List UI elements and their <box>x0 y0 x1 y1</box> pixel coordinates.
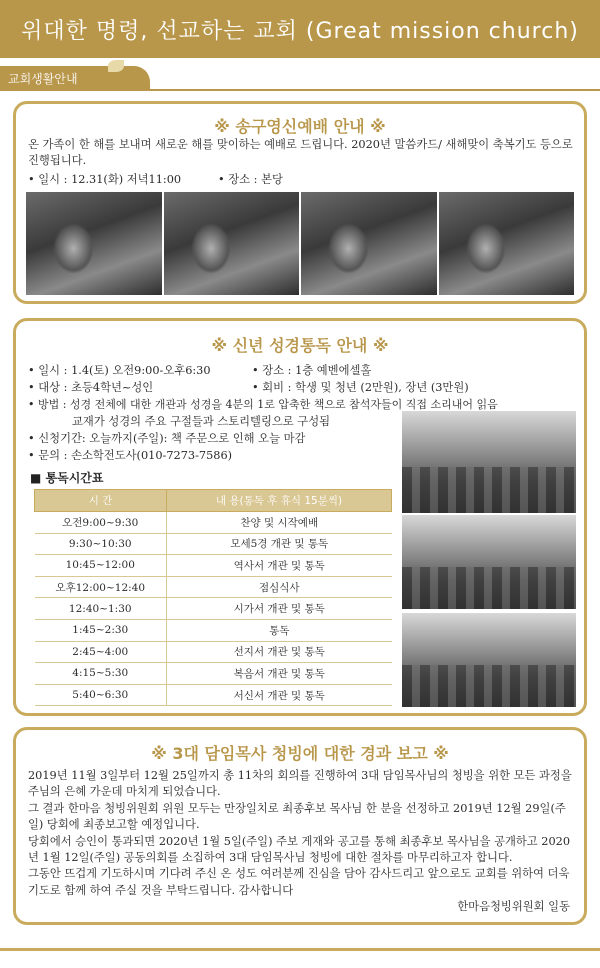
schedule-time: 9:30~10:30 <box>35 533 167 555</box>
report-signature: 한마음청빙위원회 일동 <box>457 900 570 913</box>
schedule-time: 오후12:00~12:40 <box>35 576 167 598</box>
schedule-time: 1:45~2:30 <box>35 619 167 641</box>
reading-photo <box>402 515 576 609</box>
schedule-time: 10:45~12:00 <box>35 555 167 577</box>
bible-reading-box <box>13 318 587 716</box>
reading-photo <box>402 613 576 707</box>
schedule-row <box>35 663 392 685</box>
report-box <box>13 727 587 925</box>
schedule-row <box>35 684 392 706</box>
schedule-content: 모세5경 개관 및 통독 <box>167 533 392 555</box>
service-place: • 장소 : 본당 <box>218 173 283 186</box>
service-photo-strip <box>26 192 574 295</box>
schedule-content: 역사서 개관 및 통독 <box>167 555 392 577</box>
schedule-content: 서신서 개관 및 통독 <box>167 684 392 706</box>
reading-datetime: • 일시 : 1.4(토) 오전9:00-오후6:30 <box>28 364 211 377</box>
service-datetime: • 일시 : 12.31(화) 저녁11:00 <box>28 173 182 186</box>
schedule-content: 통독 <box>167 619 392 641</box>
reading-material: 교재가 성경의 주요 구절들과 스토리텔링으로 구성됨 <box>72 415 331 428</box>
schedule-row <box>35 555 392 577</box>
schedule-row <box>35 512 392 534</box>
reading-contact: • 문의 : 손소학전도사(010-7273-7586) <box>28 449 233 462</box>
schedule-content: 선지서 개관 및 통독 <box>167 641 392 663</box>
schedule-row <box>35 576 392 598</box>
schedule-time: 4:15~5:30 <box>35 663 167 685</box>
banner-title: 위대한 명령, 선교하는 교회 (Great mission church) <box>21 18 579 44</box>
schedule-time: 2:45~4:00 <box>35 641 167 663</box>
schedule-heading: ■ 통독시간표 <box>30 471 104 485</box>
schedule-time: 5:40~6:30 <box>35 684 167 706</box>
section-divider <box>0 89 600 91</box>
reading-method: • 방법 : 성경 전체에 대한 개관과 성경을 4분의 1로 압축한 책으로 참석자들이 직접 소리내어 읽음 <box>28 398 498 411</box>
service-photo <box>439 192 575 295</box>
service-photo <box>164 192 300 295</box>
schedule-row <box>35 619 392 641</box>
service-notice-box <box>13 101 587 304</box>
schedule-table <box>34 489 392 706</box>
report-title: ※ 3대 담임목사 청빙에 대한 경과 보고 ※ <box>151 744 449 763</box>
report-body: 2019년 11월 3일부터 12월 25일까지 총 11차의 회의를 진행하여 3대 담임목사님의 청빙을 위한 모든 과정을 주님의 은혜 가운데 마치게 되었습니다. 그 결과 한마음 청빙위원회 위원 모두는 만장일치로 최종후보 목사님 한 분을 선정하고 2019년 12월 29일(주일) 당회에 최종보고할 예정입니다. 당회에서 승인이 통과되면 2020년 1월 5일(주일) 주보 게재와 공고를 통해 최종후보 목사님을 공개하고 2020년 1월 12일(주일) 공동의회를 소집하여 3대 담임목사님 청빙에 대한 절차를 마무리하고자 합니다. 그동안 뜨겁게 기도하시며 기다려 주신 온 성도 여러분께 진심을 담아 감사드리고 앞으로도 교회를 위하여 더욱 기도로 함께 하여 주실 것을 부탁드립니다. 감사합니다 <box>28 769 572 897</box>
reading-fee: • 회비 : 학생 및 청년 (2만원), 장년 (3만원) <box>252 381 469 394</box>
schedule-time: 오전9:00~9:30 <box>35 512 167 534</box>
service-photo <box>26 192 162 295</box>
schedule-content: 시가서 개관 및 통독 <box>167 598 392 620</box>
bible-reading-title: ※ 신년 성경통독 안내 ※ <box>211 336 389 355</box>
reading-target: • 대상 : 초등4학년~성인 <box>28 381 154 394</box>
section-tab <box>0 66 150 90</box>
schedule-content: 찬양 및 시작예배 <box>167 512 392 534</box>
header-banner <box>0 0 600 58</box>
bottom-divider <box>0 948 600 951</box>
leaf-icon <box>108 60 124 72</box>
schedule-row <box>35 533 392 555</box>
service-title: ※ 송구영신예배 안내 ※ <box>214 117 386 136</box>
schedule-col-content: 내 용(통독 후 휴식 15분씩) <box>167 490 392 512</box>
schedule-row <box>35 598 392 620</box>
schedule-content: 복음서 개관 및 통독 <box>167 663 392 685</box>
service-description: 온 가족이 한 해를 보내며 새로운 해를 맞이하는 예배로 드립니다. 2020년 말씀카드/ 새해맞이 축복기도 등으로 진행됩니다. <box>28 138 573 168</box>
service-photo <box>301 192 437 295</box>
reading-place: • 장소 : 1층 예벤에셀홀 <box>252 364 372 377</box>
schedule-row <box>35 641 392 663</box>
schedule-col-time: 시 간 <box>35 490 167 512</box>
schedule-content: 점심식사 <box>167 576 392 598</box>
schedule-time: 12:40~1:30 <box>35 598 167 620</box>
reading-deadline: • 신청기간: 오늘까지(주일): 책 주문으로 인해 오늘 마감 <box>28 432 306 445</box>
section-tab-label: 교회생활안내 <box>8 71 78 86</box>
reading-photo <box>402 411 576 513</box>
